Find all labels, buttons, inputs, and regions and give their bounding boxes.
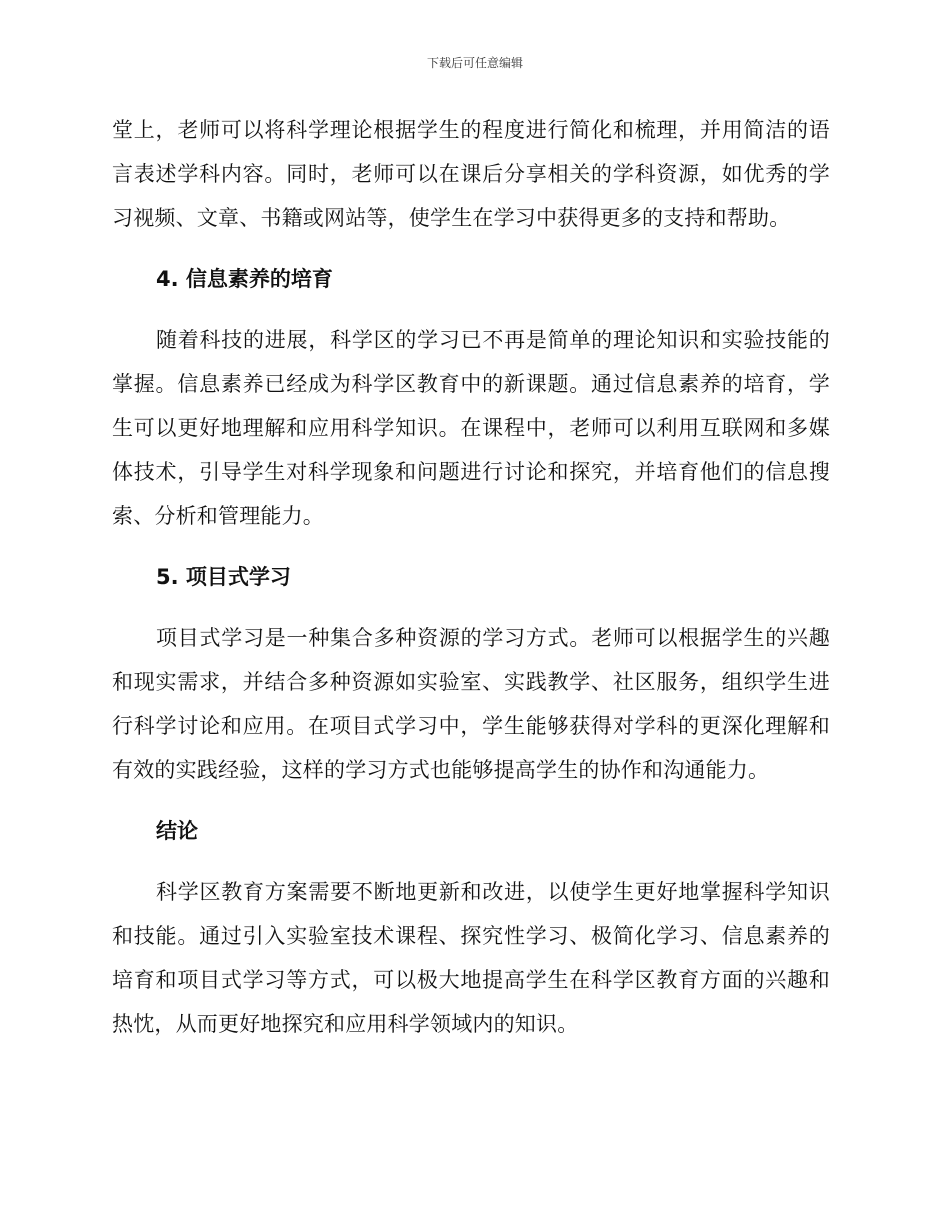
spacer (112, 301, 830, 318)
spacer (112, 240, 830, 257)
paragraph-conclusion: 科学区教育方案需要不断地更新和改进，以使学生更好地掌握科学知识和技能。通过引入实验室技术课程、探究性学习、极简化学习、信息素养的培育和项目式学习等方式，可以极大地提高学生在科学区教育方面的兴趣和热忱，从而更好地探究和应用科学领域内的知识。 (112, 880, 830, 1036)
paragraph-information-literacy: 随着科技的进展，科学区的学习已不再是简单的理论知识和实验技能的掌握。信息素养已经成为科学区教育中的新课题。通过信息素养的培育，学生可以更好地理解和应用科学知识。在课程中，老师可以利用互联网和多媒体技术，引导学生对科学现象和问题进行讨论和探究，并培育他们的信息搜索、分析和管理能力。 (112, 328, 830, 528)
section-heading-4: 4. 信息素养的培育 (156, 267, 333, 291)
spacer (112, 538, 830, 555)
paragraph-project-learning: 项目式学习是一种集合多种资源的学习方式。老师可以根据学生的兴趣和现实需求，并结合多种资源如实验室、实践教学、社区服务，组织学生进行科学讨论和应用。在项目式学习中，学生能够获得对学科的更深化理解和有效的实践经验，这样的学习方式也能够提高学生的协作和沟通能力。 (112, 626, 830, 782)
header-note: 下载后可任意编辑 (426, 56, 523, 70)
section-heading-conclusion: 结论 (156, 819, 198, 843)
spacer (112, 599, 830, 616)
spacer (112, 792, 830, 809)
document-body (112, 108, 830, 1046)
section-heading-5: 5. 项目式学习 (156, 565, 291, 589)
spacer (112, 853, 830, 870)
paragraph-continued: 堂上，老师可以将科学理论根据学生的程度进行简化和梳理，并用简洁的语言表述学科内容。同时，老师可以在课后分享相关的学科资源，如优秀的学习视频、文章、书籍或网站等，使学生在学习中获得更多的支持和帮助。 (112, 118, 830, 230)
